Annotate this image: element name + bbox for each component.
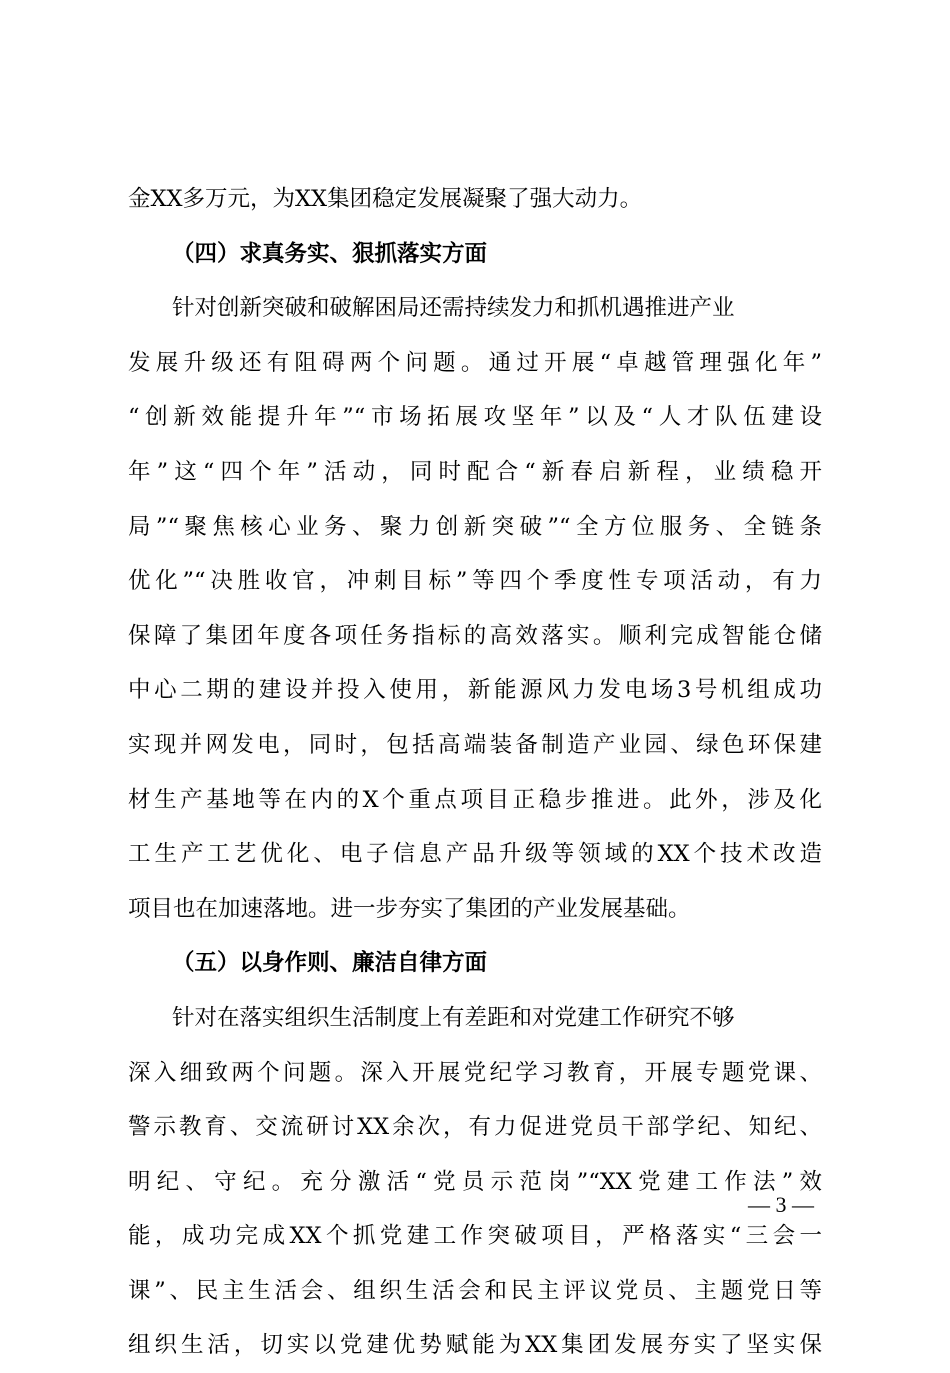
text-line: 针对在落实组织生活制度上有差距和对党建工作研究不够 [172,1004,735,1031]
text-line: 金XX多万元，为XX集团稳定发展凝聚了强大动力。 [128,186,643,212]
text-line: 明纪、守纪。充分激活“党员示范岗”“XX党建工作法”效 [128,1168,822,1195]
text-line: 项目也在加速落地。进一步夯实了集团的产业发展基础。 [128,895,691,922]
text-line: 组织生活，切实以党建优势赋能为XX集团发展夯实了坚实保 [128,1332,822,1359]
text-line: 实现并网发电，同时，包括高端装备制造产业园、绿色环保建 [128,731,822,758]
text-line: 深入细致两个问题。深入开展党纪学习教育，开展专题党课、 [128,1059,822,1086]
text-line: 局”“聚焦核心业务、聚力创新突破”“全方位服务、全链条 [128,513,822,540]
text-line: 警示教育、交流研讨XX余次，有力促进党员干部学纪、知纪、 [128,1114,822,1141]
text-line: 年”这“四个年”活动，同时配合“新春启新程，业绩稳开 [128,458,822,485]
text-line: 发展升级还有阻碍两个问题。通过开展“卓越管理强化年” [128,349,822,376]
text-line: “创新效能提升年”“市场拓展攻坚年”以及“人才队伍建设 [128,404,822,431]
text-line: 能，成功完成XX个抓党建工作突破项目，严格落实“三会一 [128,1223,822,1250]
text-line: 优化”“决胜收官，冲刺目标”等四个季度性专项活动，有力 [128,568,822,595]
text-line: 保障了集团年度各项任务指标的高效落实。顺利完成智能仓储 [128,622,822,649]
text-line: 中心二期的建设并投入使用，新能源风力发电场3号机组成功 [128,677,822,704]
text-line: 针对创新突破和破解困局还需持续发力和抓机遇推进产业 [172,295,735,322]
page-number: — 3 — [748,1192,814,1217]
text-line: 工生产工艺优化、电子信息产品升级等领域的XX个技术改造 [128,841,822,868]
section-heading: （四）求真务实、狠抓落实方面 [172,240,488,267]
text-line: 材生产基地等在内的X个重点项目正稳步推进。此外，涉及化 [128,786,822,813]
body-text [128,172,822,1373]
text-line: 课”、民主生活会、组织生活会和民主评议党员、主题党日等 [128,1277,822,1304]
section-heading: （五）以身作则、廉洁自律方面 [172,950,488,977]
